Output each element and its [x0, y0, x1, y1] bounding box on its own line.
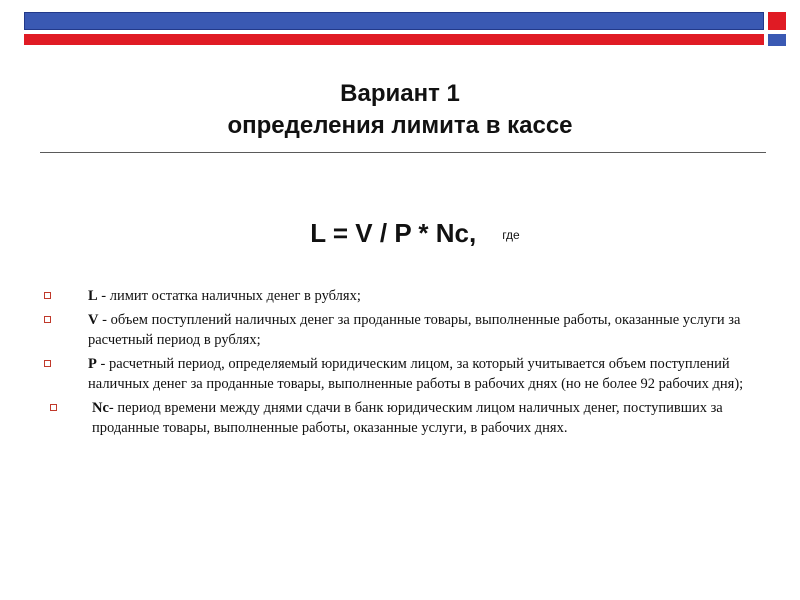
square-bullet-icon	[50, 404, 57, 411]
definitions-list	[40, 286, 760, 442]
title-line-2: определения лимита в кассе	[227, 112, 573, 139]
definition-symbol: V	[88, 312, 99, 328]
definition-text: - лимит остатка наличных денег в рублях;	[97, 288, 361, 304]
header-blue-square	[768, 34, 786, 46]
definition-symbol: L	[88, 288, 98, 304]
title-divider	[40, 152, 766, 153]
definition-item	[40, 286, 760, 306]
square-bullet-icon	[44, 360, 51, 367]
header-red-square	[768, 12, 786, 30]
definition-text: - период времени между днями сдачи в банк юридическим лицом наличных денег, поступивших за проданные товары, выполненные работы, оказанные услуги, в рабочих днях.	[92, 400, 723, 436]
definition-symbol: P	[88, 356, 97, 372]
square-bullet-icon	[44, 292, 51, 299]
definition-symbol: Nc	[92, 400, 109, 416]
title-line-1: Вариант 1	[340, 80, 460, 107]
slide-title	[0, 78, 800, 142]
definition-item	[40, 398, 760, 438]
header-blue-bar	[24, 12, 764, 30]
formula-expression: L = V / P * Nc,	[310, 218, 477, 248]
formula	[0, 218, 800, 249]
definition-text: - объем поступлений наличных денег за проданные товары, выполненные работы, оказанные услуги за расчетный период в рублях;	[88, 312, 741, 348]
square-bullet-icon	[44, 316, 51, 323]
header-red-bar	[24, 34, 764, 45]
formula-where: где	[502, 228, 520, 243]
definition-item	[40, 354, 760, 394]
definition-item	[40, 310, 760, 350]
definition-text: - расчетный период, определяемый юридическим лицом, за который учитывается объем поступлений наличных денег за проданные товары, выполненные работы в рабочих днях (но не более 92 рабочих дня);	[88, 356, 744, 392]
